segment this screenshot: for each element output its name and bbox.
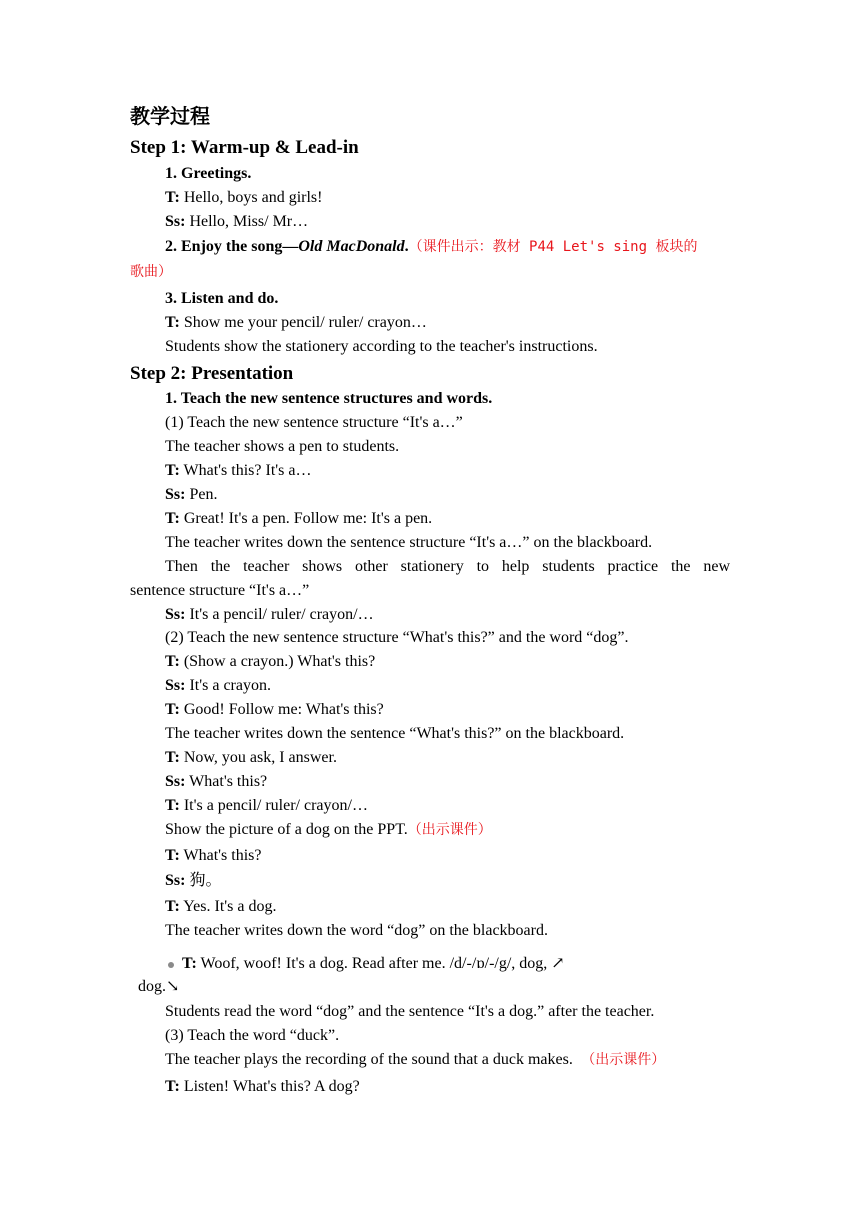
instruction-line: Then the teacher shows other stationery to help students practice the new <box>165 558 730 575</box>
speaker: T: <box>165 847 180 864</box>
line-text: Yes. It's a dog. <box>179 898 277 915</box>
speaker: T: <box>182 955 197 972</box>
dialogue-line <box>165 897 276 917</box>
speaker: T: <box>165 749 180 766</box>
step2-heading: Step 2: Presentation <box>130 363 294 384</box>
speaker: T: <box>165 653 180 670</box>
line-text: What's this? It's a… <box>179 462 312 479</box>
speaker: T: <box>165 1078 180 1095</box>
instruction-line <box>165 820 492 840</box>
line-text: Show the picture of a dog on the PPT. <box>165 821 408 838</box>
speaker: T: <box>165 898 180 915</box>
song-dot: . <box>404 238 409 255</box>
instruction-line: The teacher shows a pen to students. <box>165 438 400 455</box>
courseware-note: （出示课件） <box>572 1052 666 1068</box>
speaker: T: <box>165 462 180 479</box>
line-text: What's this? <box>185 773 268 790</box>
dialogue-line <box>165 313 427 333</box>
dialogue-line <box>165 212 308 232</box>
line-text: Good! Follow me: What's this? <box>179 701 384 718</box>
speaker: T: <box>165 189 180 206</box>
listen-item: 3. Listen and do. <box>165 290 279 307</box>
line-text: Listen! What's this? A dog? <box>179 1078 360 1095</box>
dialogue-line <box>165 188 322 208</box>
line-text: 狗。 <box>185 872 222 889</box>
song-item <box>165 237 697 257</box>
substep-line: (2) Teach the new sentence structure “What's this?” and the word “dog”. <box>165 629 629 646</box>
speaker: Ss: <box>165 486 186 503</box>
dialogue-line <box>165 871 221 891</box>
line-text: Show me your pencil/ ruler/ crayon… <box>179 314 427 331</box>
dialogue-line <box>165 605 374 625</box>
bullet-dot-icon <box>168 962 174 968</box>
dialogue-line <box>165 700 384 720</box>
instruction-line: The teacher writes down the word “dog” on the blackboard. <box>165 922 548 939</box>
dialogue-line <box>165 748 337 768</box>
dialogue-line <box>182 954 565 974</box>
instruction-line: The teacher writes down the sentence structure “It's a…” on the blackboard. <box>165 534 653 551</box>
instruction-line: Students read the word “dog” and the sentence “It's a dog.” after the teacher. <box>165 1003 655 1020</box>
instruction-line: Students show the stationery according to the teacher's instructions. <box>165 338 598 355</box>
line-text: Now, you ask, I answer. <box>179 749 337 766</box>
speaker: T: <box>165 797 180 814</box>
line-text: The teacher plays the recording of the sound that a duck makes. <box>165 1051 573 1068</box>
speaker: Ss: <box>165 677 186 694</box>
line-text: Hello, boys and girls! <box>179 189 323 206</box>
line-text: It's a pencil/ ruler/ crayon/… <box>185 606 374 623</box>
dialogue-line <box>165 461 311 481</box>
speaker: Ss: <box>165 773 186 790</box>
instruction-line-cont: sentence structure “It's a…” <box>130 582 310 599</box>
dialogue-line <box>165 676 271 696</box>
speaker: Ss: <box>165 606 186 623</box>
speaker: T: <box>165 510 180 527</box>
page-title: 教学过程 <box>130 106 210 128</box>
courseware-note-cont: 歌曲） <box>130 264 172 280</box>
substep-line: (3) Teach the word “duck”. <box>165 1027 340 1044</box>
speaker: Ss: <box>165 872 186 889</box>
song-prefix: 2. Enjoy the song— <box>165 238 299 255</box>
line-text: Hello, Miss/ Mr… <box>185 213 309 230</box>
instruction-line <box>165 1050 665 1070</box>
line-text: (Show a crayon.) What's this? <box>179 653 376 670</box>
teach-item: 1. Teach the new sentence structures and words. <box>165 390 493 407</box>
dialogue-line <box>165 485 217 505</box>
dialogue-line <box>165 846 262 866</box>
line-text: What's this? <box>179 847 262 864</box>
instruction-line: The teacher writes down the sentence “What's this?” on the blackboard. <box>165 725 625 742</box>
step1-heading: Step 1: Warm-up & Lead-in <box>130 137 359 158</box>
speaker: T: <box>165 314 180 331</box>
speaker: T: <box>165 701 180 718</box>
line-text: Woof, woof! It's a dog. Read after me. /d/-/ɒ/-/g/, dog, ↗ <box>196 955 565 972</box>
line-text: It's a crayon. <box>185 677 271 694</box>
dialogue-line <box>165 652 375 672</box>
courseware-note: （出示课件） <box>407 822 492 838</box>
line-text: Pen. <box>185 486 218 503</box>
dialogue-line <box>165 772 267 792</box>
dialogue-line <box>165 509 432 529</box>
dialogue-line <box>165 796 368 816</box>
substep-line: (1) Teach the new sentence structure “It's a…” <box>165 414 463 431</box>
dialogue-line-cont: dog.↘ <box>138 978 180 995</box>
greetings-item: 1. Greetings. <box>165 165 252 182</box>
line-text: It's a pencil/ ruler/ crayon/… <box>179 797 368 814</box>
speaker: Ss: <box>165 213 186 230</box>
line-text: Great! It's a pen. Follow me: It's a pen. <box>179 510 433 527</box>
courseware-note: （课件出示：教材 P44 Let's sing 板块的 <box>408 239 698 255</box>
song-title: Old MacDonald <box>298 238 405 255</box>
dialogue-line <box>165 1077 360 1097</box>
